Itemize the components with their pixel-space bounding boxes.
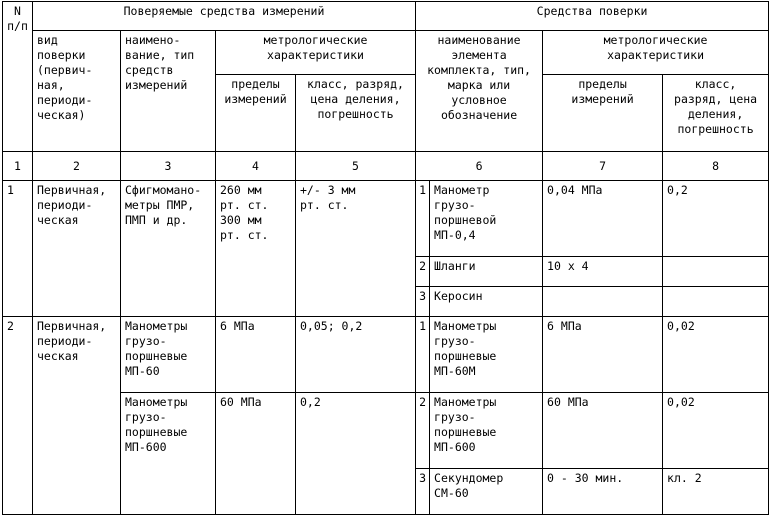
means-class-cell [663,257,769,287]
header-class-verified: класс, разряд, цена деления, погрешность [296,75,416,152]
check-type-cell: Первичная, периоди- ческая [33,181,121,317]
class-cell: 0,05; 0,2 [296,317,416,393]
col-number: 4 [216,152,296,181]
element-name-cell: Керосин [430,287,543,317]
header-ranges-verified: пределы измерений [216,75,296,152]
col-number: 6 [416,152,543,181]
element-name-cell: Манометры грузо- поршневые МП-600 [430,393,543,469]
col-number: 7 [543,152,663,181]
element-number: 2 [416,257,430,287]
instrument-cell: Манометры грузо- поршневые МП-60 [121,317,216,393]
check-type-cell: Первичная, периоди- ческая [33,317,121,515]
element-name-cell: Манометр грузо- поршневой МП-0,4 [430,181,543,257]
verification-table [2,1,769,515]
range-cell: 6 МПа [216,317,296,393]
header-class-means: класс, разряд, цена деления, погрешность [663,75,769,152]
header-element-name: наименование элемента комплекта, тип, марка или условное обозначение [416,31,543,152]
header-ranges-means: пределы измерений [543,75,663,152]
column-numbers-row [3,152,769,181]
col-number: 8 [663,152,769,181]
row-number: 2 [3,317,33,515]
header-means-group: Средства поверки [416,2,769,31]
means-class-cell: 0,2 [663,181,769,257]
means-class-cell: 0,02 [663,317,769,393]
means-class-cell [663,287,769,317]
means-range-cell: 0,04 МПа [543,181,663,257]
header-instrument-name: наимено- вание, тип средств измерений [121,31,216,152]
header-metro-verified: метрологические характеристики [216,31,416,75]
means-range-cell: 0 - 30 мин. [543,469,663,515]
instrument-cell: Сфигмомано- метры ПМР, ПМП и др. [121,181,216,317]
element-number: 1 [416,317,430,393]
col-number: 5 [296,152,416,181]
class-cell: +/- 3 мм рт. ст. [296,181,416,317]
col-number: 1 [3,152,33,181]
range-cell: 60 МПа [216,393,296,515]
element-name-cell: Шланги [430,257,543,287]
element-number: 1 [416,181,430,257]
element-number: 3 [416,287,430,317]
instrument-cell: Манометры грузо- поршневые МП-600 [121,393,216,515]
col-number: 3 [121,152,216,181]
table-row [3,317,769,393]
header-verified-group: Поверяемые средства измерений [33,2,416,31]
means-range-cell: 60 МПа [543,393,663,469]
element-name-cell: Секундомер СМ-60 [430,469,543,515]
means-class-cell: кл. 2 [663,469,769,515]
element-name-cell: Манометры грузо- поршневые МП-60М [430,317,543,393]
element-number: 3 [416,469,430,515]
class-cell: 0,2 [296,393,416,515]
header-num: N п/п [3,2,33,152]
means-range-cell: 6 МПа [543,317,663,393]
means-range-cell [543,287,663,317]
table-row [3,181,769,257]
header-type-of-check: вид поверки (первич- ная, периоди- ческая) [33,31,121,152]
col-number: 2 [33,152,121,181]
means-range-cell: 10 х 4 [543,257,663,287]
element-number: 2 [416,393,430,469]
range-cell: 260 мм рт. ст. 300 мм рт. ст. [216,181,296,317]
header-metro-means: метрологические характеристики [543,31,769,75]
means-class-cell: 0,02 [663,393,769,469]
row-number: 1 [3,181,33,317]
